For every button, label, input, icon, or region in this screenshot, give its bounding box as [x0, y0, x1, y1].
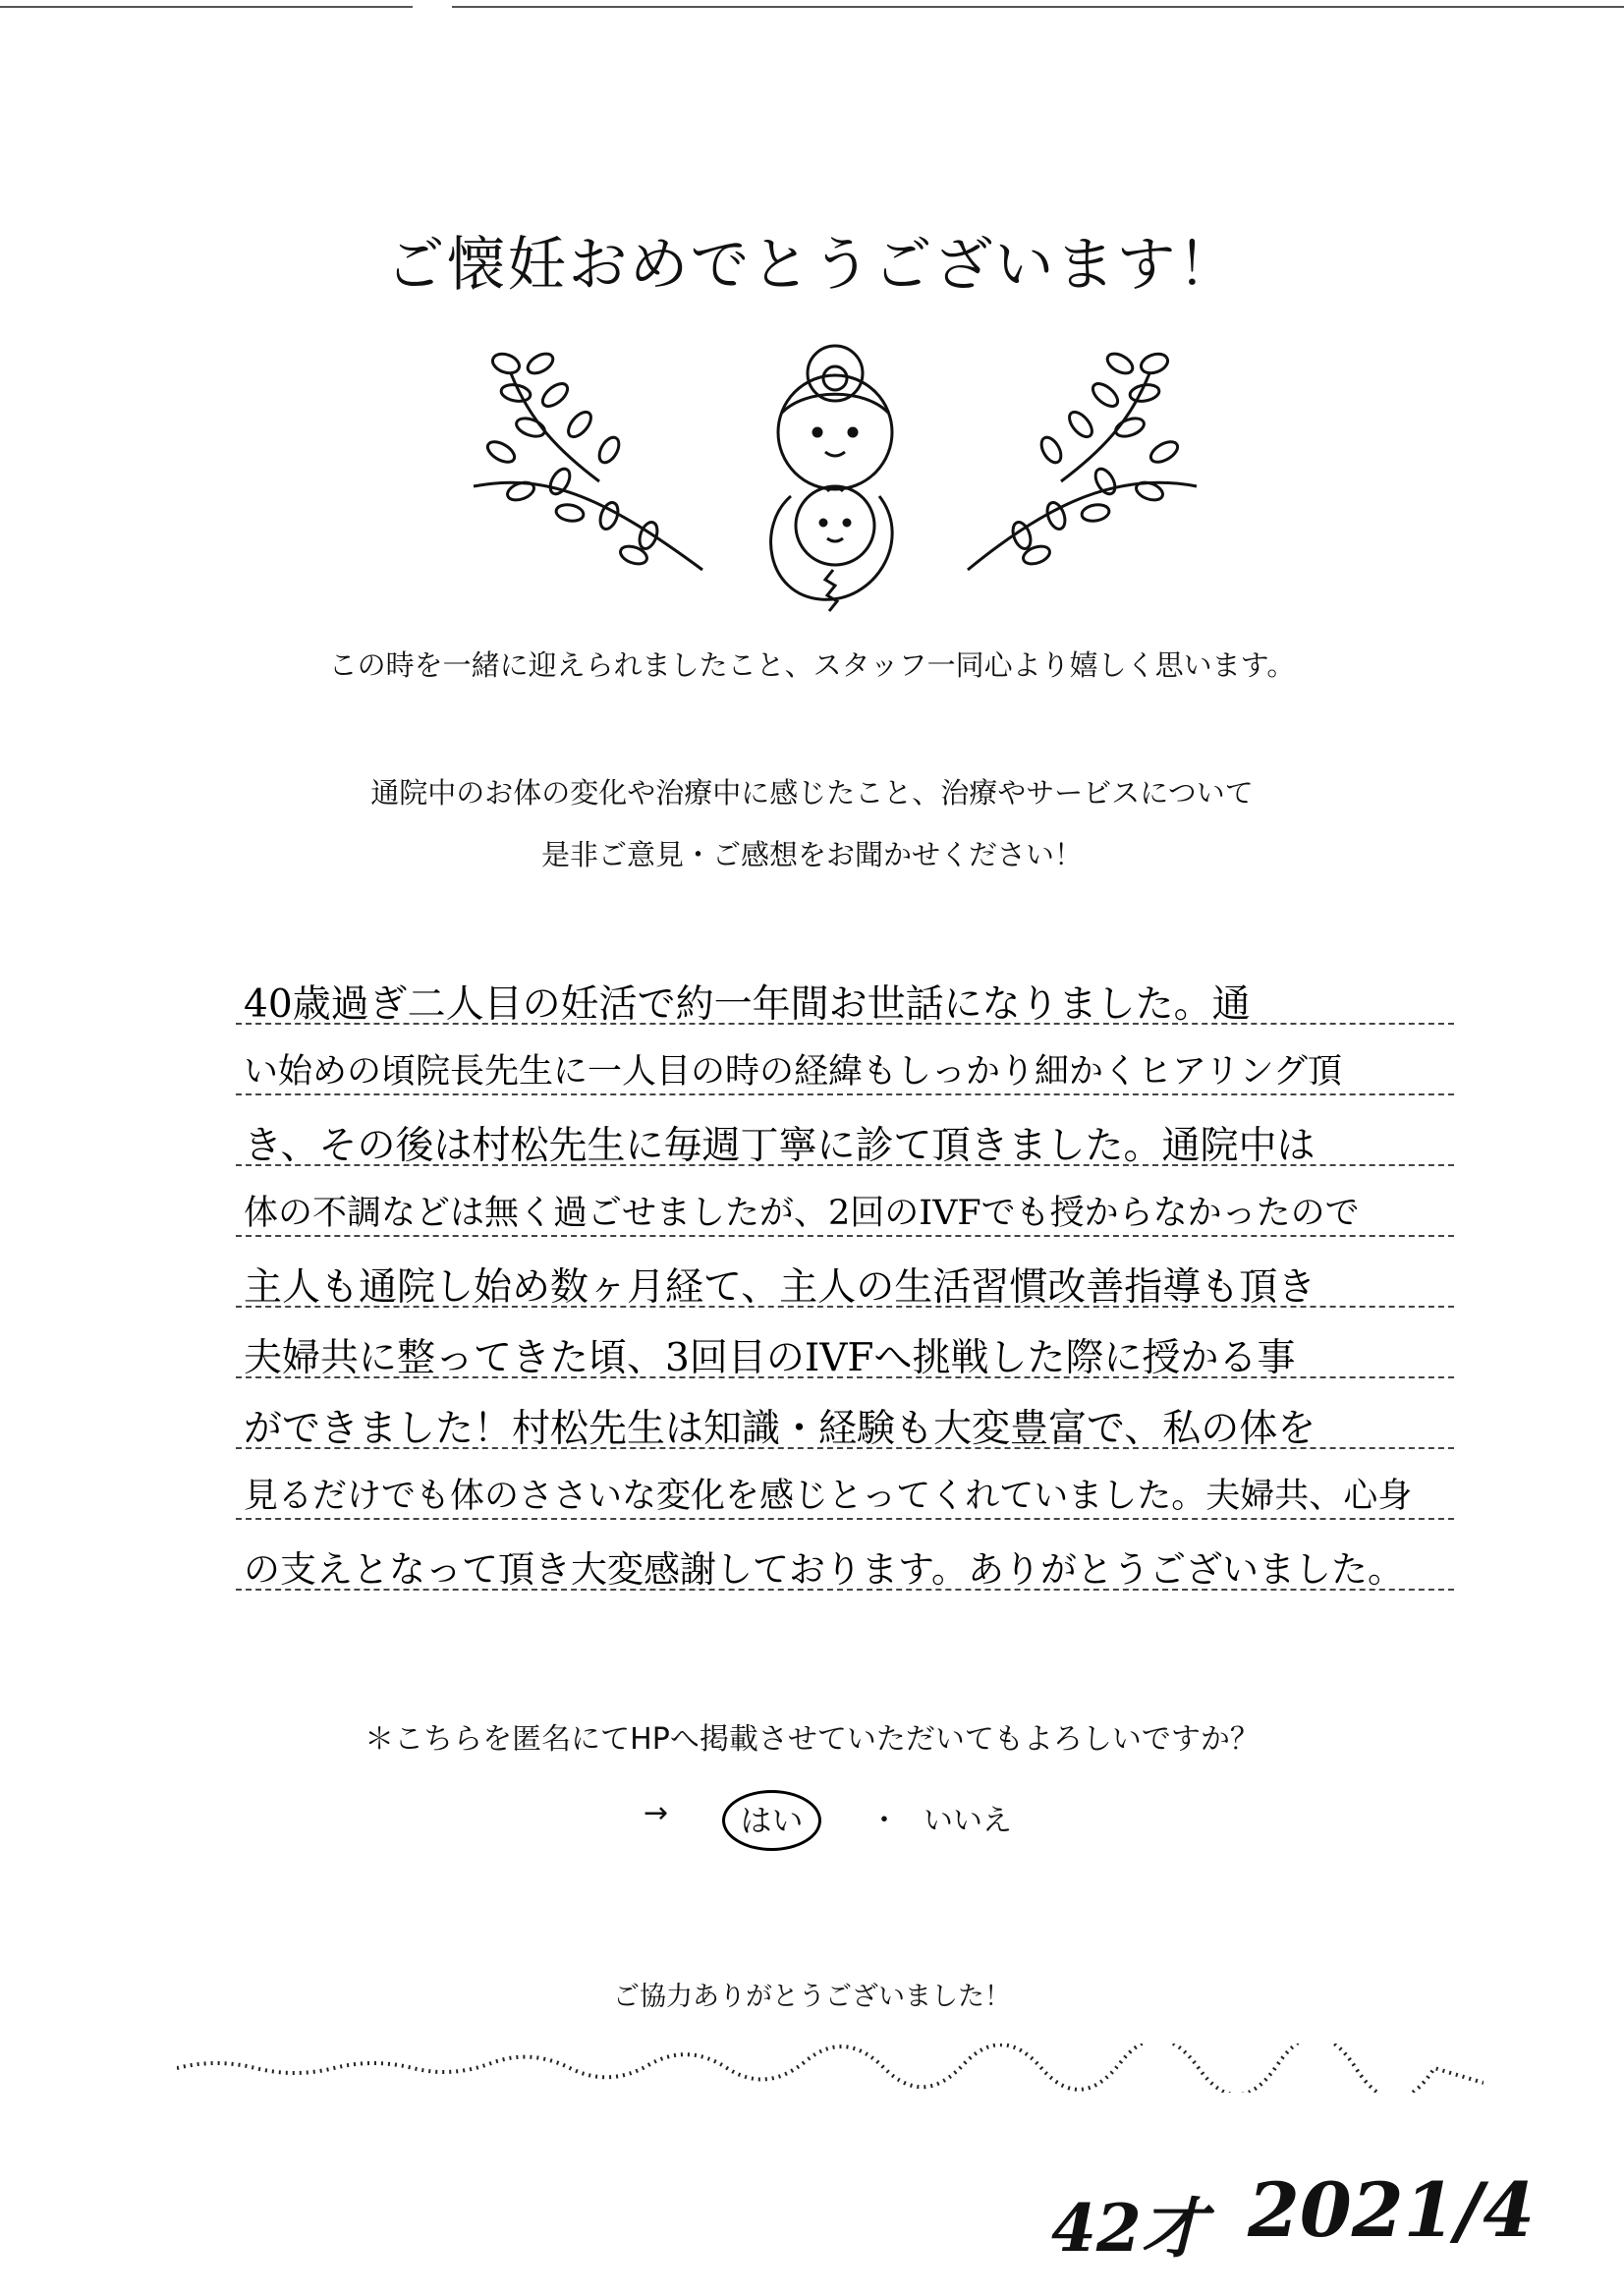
- publish-choice: [0, 1790, 1624, 1849]
- intro-text: この時を一緒に迎えられましたこと、スタッフ一同心より嬉しく思います。: [328, 648, 1296, 682]
- comment-line: ができました！村松先生は知識・経験も大変豊富で、私の体を: [244, 1407, 1316, 1451]
- ruled-line: [236, 1235, 1454, 1237]
- date-text: 2021/4: [1248, 2166, 1536, 2254]
- comment-line: き、その後は村松先生に毎週丁寧に診て頂きました。通院中は: [244, 1124, 1316, 1168]
- option-no[interactable]: いいえ: [924, 1804, 1012, 1838]
- top-edge-line: [0, 6, 413, 8]
- comment-line: 見るだけでも体のささいな変化を感じとってくれていました。夫婦共、心身: [244, 1477, 1413, 1516]
- thanks-text: ご協力ありがとうございました！: [613, 1982, 1011, 2012]
- wave-divider: [177, 2044, 1484, 2093]
- age-text: 42才: [1051, 2190, 1206, 2267]
- mother-baby-illustration: [462, 334, 1208, 629]
- comment-line: の支えとなって頂き大変感謝しております。ありがとうございました。: [244, 1548, 1405, 1591]
- comment-line: 40歳過ぎ二人目の妊活で約一年間お世話になりました。通: [244, 982, 1251, 1027]
- comment-line: 主人も通院し始め数ヶ月経て、主人の生活習慣改善指導も頂き: [244, 1265, 1316, 1310]
- comment-line: 体の不調などは無く過ごせましたが、2回のIVFでも授からなかったので: [244, 1194, 1360, 1233]
- ruled-line: [236, 1093, 1454, 1095]
- request-text-line1: 通院中のお体の変化や治療中に感じたこと、治療やサービスについて: [370, 776, 1254, 810]
- ruled-line: [236, 1518, 1454, 1520]
- option-yes-circled[interactable]: はい: [722, 1790, 821, 1851]
- top-edge-line: [452, 6, 1624, 8]
- option-separator: ・: [869, 1804, 899, 1838]
- arrow-icon: →: [644, 1796, 669, 1830]
- right-laurel-icon: [968, 350, 1197, 570]
- publish-question: ＊こちらを匿名にてHPへ掲載させていただいてもよろしいですか？: [364, 1722, 1260, 1757]
- request-text-line2: 是非ご意見・ご感想をお聞かせください！: [540, 838, 1083, 871]
- mother-baby-icon: [771, 346, 893, 611]
- comment-area: [236, 968, 1454, 1616]
- comment-line: い始めの頃院長先生に一人目の時の経緯もしっかり細かくヒアリング頂: [244, 1052, 1342, 1092]
- comment-line: 夫婦共に整ってきた頃、3回目のIVFへ挑戦した際に授かる事: [244, 1336, 1296, 1380]
- left-laurel-icon: [474, 350, 702, 570]
- page-title: ご懐妊おめでとうございます！: [385, 231, 1239, 300]
